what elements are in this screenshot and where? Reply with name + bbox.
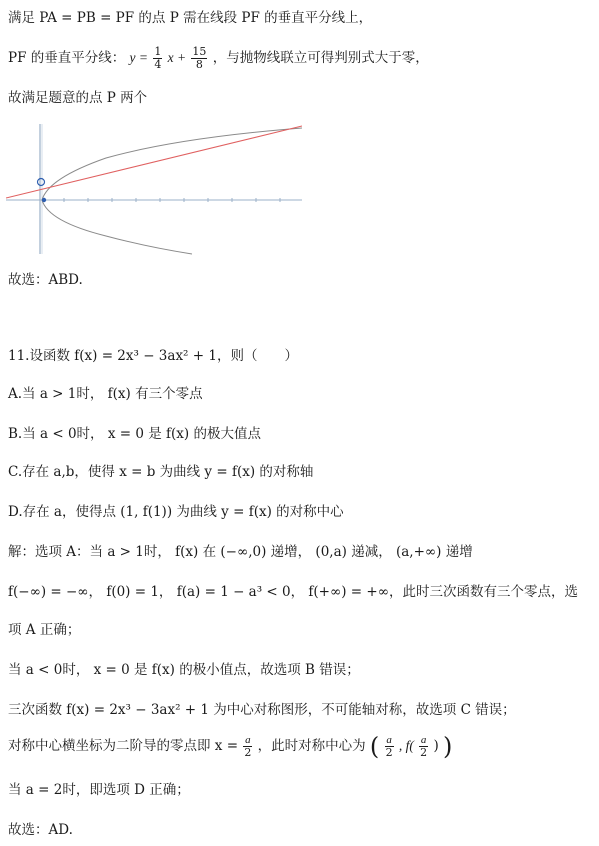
solution-line-7 — [8, 780, 190, 800]
frac-num: a — [245, 734, 251, 746]
option-a-text: A.当 a > 1时， f(x) 有三个零点 — [8, 386, 203, 402]
solution-5-text: 三次函数 f(x) = 2x³ − 3ax² + 1 为中心对称图形，不可能轴对称，故选项 C 错误； — [8, 702, 516, 718]
frac-den: 8 — [195, 58, 203, 71]
point-p-marker — [38, 179, 45, 186]
option-c-text: C.存在 a,b，使得 x = b 为曲线 y = f(x) 的对称轴 — [8, 464, 314, 480]
solution-8-text: 故选：AD. — [8, 822, 73, 838]
solution-3-text: 项 A 正确； — [8, 622, 81, 638]
option-b-text: B.当 a < 0时， x = 0 是 f(x) 的极大值点 — [8, 426, 261, 442]
frac-den: 2 — [244, 746, 252, 759]
text-line-4 — [8, 270, 83, 290]
option-b — [8, 424, 261, 444]
parabola-lower — [42, 200, 192, 254]
center-comma-f: , f( — [398, 738, 414, 753]
frac-den: 2 — [420, 746, 428, 759]
frac-num: a — [420, 734, 427, 746]
text-line-2 — [8, 46, 429, 71]
line2-prefix: PF 的垂直平分线： — [8, 50, 126, 66]
option-d-text: D.存在 a，使得点 (1, f(1)) 为曲线 y = f(x) 的对称中心 — [8, 504, 344, 520]
frac-num: a — [386, 734, 392, 746]
line3-text: 故满足题意的点 P 两个 — [8, 90, 148, 106]
frac-den: 4 — [154, 58, 162, 71]
solution-line-1 — [8, 542, 473, 562]
solution-1-text: 解：选项 A：当 a > 1时， f(x) 在 (−∞,0) 递增， (0,a) 递减， (a,+∞) 递增 — [8, 544, 473, 560]
option-d — [8, 502, 344, 522]
solution-line-4 — [8, 660, 360, 680]
big-paren-open: ( — [369, 732, 380, 761]
parabola-upper — [42, 128, 302, 200]
solution-line-6 — [8, 734, 452, 759]
solution-4-text: 当 a < 0时， x = 0 是 f(x) 的极小值点，故选项 B 错误； — [8, 662, 360, 678]
option-c — [8, 462, 313, 482]
text-line-1 — [8, 8, 372, 28]
point-f-marker — [42, 198, 46, 202]
perpendicular-bisector-line — [6, 126, 302, 198]
line2-y: y = — [129, 50, 149, 65]
frac-num: 1 — [154, 45, 162, 58]
line2-mid: x + — [167, 50, 187, 65]
solution-7-text: 当 a = 2时，即选项 D 正确； — [8, 782, 190, 798]
inner-paren-close: ) — [433, 738, 439, 754]
answer-1: 故选：ABD. — [8, 272, 83, 288]
solution-line-8 — [8, 820, 73, 840]
question-11-text: 11.设函数 f(x) = 2x³ − 3ax² + 1，则（ ） — [8, 348, 298, 364]
question-11 — [8, 346, 298, 366]
big-paren-close: ) — [443, 732, 453, 761]
line1-text: 满足 PA = PB = PF 的点 P 需在线段 PF 的垂直平分线上， — [8, 10, 373, 26]
fraction-a-2 — [243, 734, 252, 759]
solution-line-5 — [8, 700, 516, 720]
fraction-1-4 — [153, 46, 162, 71]
fraction-15-8 — [191, 46, 207, 71]
text-line-3 — [8, 88, 147, 108]
solution-6-mid: ，此时对称中心为 — [257, 738, 366, 754]
solution-line-2 — [8, 582, 578, 602]
option-a — [8, 384, 203, 404]
solution-6-prefix: 对称中心横坐标为二阶导的零点即 x = — [8, 738, 239, 754]
line2-suffix: ，与抛物线联立可得判别式大于零， — [212, 50, 429, 66]
fraction-center-x — [385, 734, 394, 759]
solution-2-text: f(−∞) = −∞， f(0) = 1， f(a) = 1 − a³ < 0， f(+∞) = +∞，此时三次函数有三个零点，选 — [8, 584, 578, 600]
frac-den: 2 — [385, 746, 393, 759]
fraction-center-y-arg — [419, 734, 428, 759]
solution-line-3 — [8, 620, 80, 640]
frac-num: 15 — [192, 45, 207, 58]
parabola-graph — [6, 120, 302, 256]
